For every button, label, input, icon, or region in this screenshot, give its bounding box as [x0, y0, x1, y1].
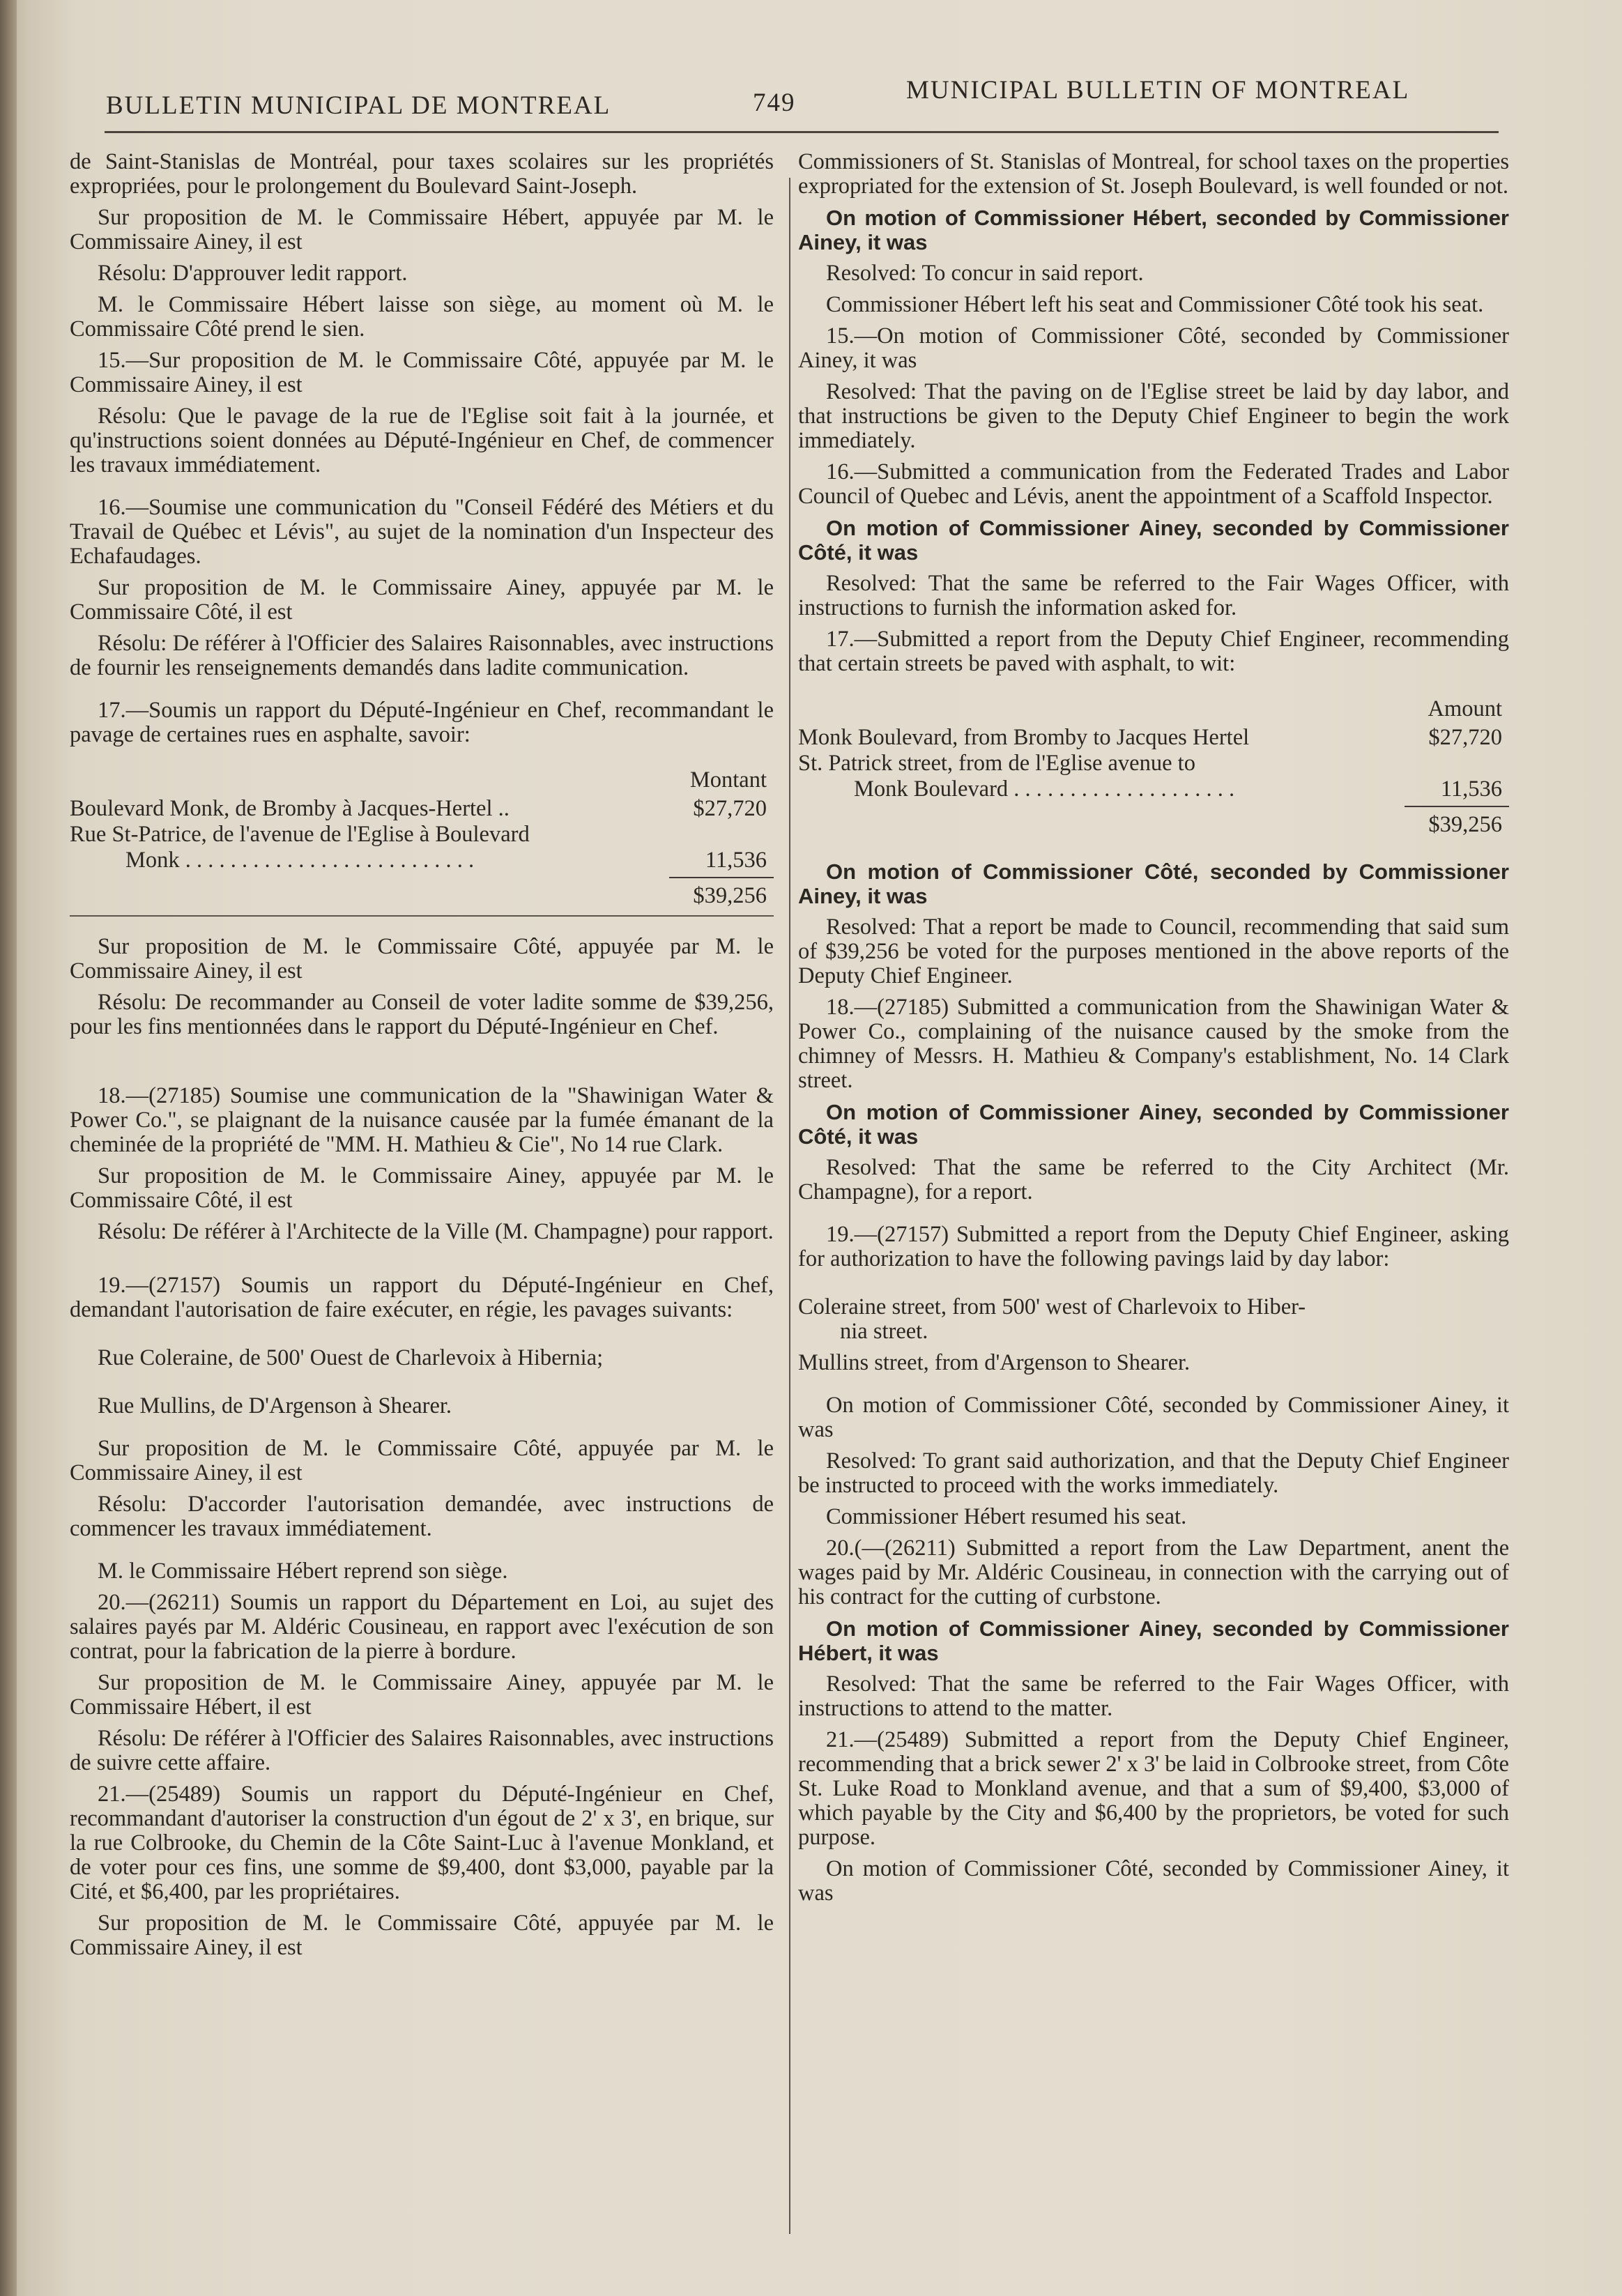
street-line-continued: nia street. [840, 1319, 928, 1344]
english-column [798, 150, 1509, 1913]
street-line: Coleraine street, from 500' west of Charlevoix to Hiber- [798, 1294, 1306, 1319]
paragraph: 18.—(27185) Soumise une communication de la "Shawinigan Water & Power Co.", se plaignant de la nuisance causée par la fumée émanant de la cheminée de la propriété de "MM. H. Mathieu & Cie", No 14 rue Clark. [70, 1083, 774, 1157]
street-item: Mullins street, from d'Argenson to Shearer. [798, 1350, 1191, 1375]
paragraph: M. le Commissaire Hébert reprend son siège. [98, 1559, 508, 1584]
total-rule [669, 877, 774, 878]
paragraph: On motion of Commissioner Hébert, seconded by Commissioner Ainey, it was [798, 206, 1509, 254]
running-header [98, 75, 1499, 120]
amount-row [798, 777, 1509, 802]
paragraph: 19.—(27157) Soumis un rapport du Député-Ingénieur en Chef, demandant l'autorisation de faire exécuter, en régie, les pavages suivants: [70, 1273, 774, 1322]
paragraph: 21.—(25489) Submitted a report from the Deputy Chief Engineer, recommending that a brick sewer 2' x 3' be laid in Colbrooke street, from Côte St. Luke Road to Monkland avenue, and that a sum of $9,400, $3,000 of which payable by the City and $6,400 by the proprietors, be voted for such purpose. [798, 1727, 1509, 1850]
paragraph: Sur proposition de M. le Commissaire Ainey, appuyée par M. le Commissaire Hébert, il est [70, 1670, 774, 1720]
amount-row [798, 726, 1509, 750]
paragraph: Résolu: De référer à l'Architecte de la Ville (M. Champagne) pour rapport. [98, 1219, 774, 1244]
paragraph: Resolved: That the same be referred to the Fair Wages Officer, with instructions to furnish the information asked for. [798, 571, 1509, 620]
column-divider [789, 178, 790, 2234]
paragraph: 18.—(27185) Submitted a communication from the Shawinigan Water & Power Co., complaining of the nuisance caused by the smoke from the chimney of Messrs. H. Mathieu & Company's establishment, No. 14 Clark street. [798, 995, 1509, 1093]
paragraph: Resolved: To grant said authorization, and that the Deputy Chief Engineer be instructed to proceed with the works immediately. [798, 1448, 1509, 1498]
amount-total: $39,256 [1428, 812, 1502, 837]
paragraph: Sur proposition de M. le Commissaire Côté, appuyée par M. le Commissaire Ainey, il est [70, 1911, 774, 1960]
paragraph: 16.—Submitted a communication from the Federated Trades and Labor Council of Quebec and Lévis, anent the appointment of a Scaffold Inspector. [798, 459, 1509, 509]
paragraph: On motion of Commissioner Ainey, seconded by Commissioner Hébert, it was [798, 1616, 1509, 1665]
paragraph: Sur proposition de M. le Commissaire Côté, appuyée par M. le Commissaire Ainey, il est [70, 1436, 774, 1485]
book-spine-shadow [0, 0, 17, 2296]
paragraph: 15.—Sur proposition de M. le Commissaire Côté, appuyée par M. le Commissaire Ainey, il est [70, 348, 774, 397]
header-english-title: MUNICIPAL BULLETIN OF MONTREAL [906, 76, 1410, 105]
street-item: Rue Mullins, de D'Argenson à Shearer. [98, 1393, 452, 1418]
paragraph: On motion of Commissioner Côté, seconded by Commissioner Ainey, it was [798, 859, 1509, 908]
paragraph: Resolved: That the paving on de l'Eglise street be laid by day labor, and that instructions be given to the Deputy Chief Engineer to begin the work immediately. [798, 379, 1509, 453]
paragraph: Résolu: Que le pavage de la rue de l'Eglise soit fait à la journée, et qu'instructions soient données au Député-Ingénieur en Chef, de commencer les travaux immédiatement. [70, 404, 774, 477]
paragraph: Resolved: That the same be referred to the City Architect (Mr. Champagne), for a report. [798, 1155, 1509, 1204]
paragraph: 20.—(26211) Soumis un rapport du Département en Loi, au sujet des salaires payés par M. Aldéric Cousineau, en rapport avec l'exécution de son contrat, pour la fabrication de la pierre à bordure. [70, 1590, 774, 1664]
paragraph: 20.(—(26211) Submitted a report from the Law Department, anent the wages paid by Mr. Aldéric Cousineau, in connection with the carrying out of his contract for the cutting of curbstone. [798, 1536, 1509, 1609]
amount-total: $39,256 [693, 883, 767, 908]
amount-row [70, 822, 774, 847]
amount-value: $27,720 [693, 796, 767, 821]
street-item: Rue Coleraine, de 500' Ouest de Charlevoix à Hibernia; [98, 1345, 604, 1370]
paragraph: Sur proposition de M. le Commissaire Côté, appuyée par M. le Commissaire Ainey, il est [70, 934, 774, 984]
amount-label-continued: Monk Boulevard . . . . . . . . . . . . . . . . . . . . [854, 776, 1235, 802]
header-french-title: BULLETIN MUNICIPAL DE MONTREAL [106, 91, 611, 120]
amount-column-header: Montant [689, 767, 767, 793]
paragraph: Sur proposition de M. le Commissaire Ainey, appuyée par M. le Commissaire Côté, il est [70, 575, 774, 625]
paragraph: Commissioner Hébert resumed his seat. [826, 1504, 1187, 1529]
amount-column-header: Amount [1428, 696, 1502, 721]
paragraph: de Saint-Stanislas de Montréal, pour taxes scolaires sur les propriétés expropriées, pour le prolongement du Boulevard Saint-Joseph. [70, 149, 774, 199]
paragraph: Resolved: That the same be referred to the Fair Wages Officer, with instructions to attend to the matter. [798, 1671, 1509, 1721]
paragraph: On motion of Commissioner Ainey, seconded by Commissioner Côté, it was [798, 1100, 1509, 1149]
paragraph: Résolu: De référer à l'Officier des Salaires Raisonnables, avec instructions de fournir les renseignements demandés dans ladite communication. [70, 631, 774, 680]
paragraph: On motion of Commissioner Ainey, seconded by Commissioner Côté, it was [798, 516, 1509, 565]
amount-row [70, 797, 774, 821]
paragraph: M. le Commissaire Hébert laisse son siège, au moment où M. le Commissaire Côté prend le sien. [70, 292, 774, 342]
section-rule [70, 915, 774, 917]
paragraph: On motion of Commissioner Côté, seconded by Commissioner Ainey, it was [798, 1856, 1509, 1906]
amount-label-continued: Monk . . . . . . . . . . . . . . . . . . . . . . . . . . [125, 848, 475, 873]
paragraph: 17.—Soumis un rapport du Député-Ingénieur en Chef, recommandant le pavage de certaines rues en asphalte, savoir: [70, 698, 774, 747]
paragraph: Résolu: De référer à l'Officier des Salaires Raisonnables, avec instructions de suivre cette affaire. [70, 1726, 774, 1775]
paragraph: Resolved: That a report be made to Council, recommending that said sum of $39,256 be voted for the purposes mentioned in the above reports of the Deputy Chief Engineer. [798, 914, 1509, 988]
amount-value: $27,720 [1428, 725, 1502, 750]
amount-row [70, 848, 774, 873]
amount-label: Rue St-Patrice, de l'avenue de l'Eglise à Boulevard [70, 822, 530, 847]
amount-value: 11,536 [1440, 776, 1502, 802]
paragraph: Sur proposition de M. le Commissaire Ainey, appuyée par M. le Commissaire Côté, il est [70, 1163, 774, 1213]
amount-label: Monk Boulevard, from Bromby to Jacques Hertel [798, 725, 1250, 750]
paragraph: Sur proposition de M. le Commissaire Hébert, appuyée par M. le Commissaire Ainey, il est [70, 205, 774, 254]
amount-row [798, 751, 1509, 776]
paragraph: 21.—(25489) Soumis un rapport du Député-Ingénieur en Chef, recommandant d'autoriser la construction d'un égout de 2' x 3', en brique, sur la rue Colbrooke, du Chemin de la Côte Saint-Luc à l'avenue Monkland, et de voter pour ces fins, une somme de $9,400, dont $3,000, payable par la Cité, et $6,400, par les propriétaires. [70, 1782, 774, 1904]
paragraph: Commissioners of St. Stanislas of Montreal, for school taxes on the properties expropriated for the extension of St. Joseph Boulevard, is well founded or not. [798, 149, 1509, 199]
header-rule [105, 131, 1499, 133]
paragraph: Résolu: D'approuver ledit rapport. [98, 261, 408, 286]
street-item [798, 1295, 1509, 1344]
paragraph: Resolved: To concur in said report. [826, 261, 1144, 286]
paragraph: Résolu: D'accorder l'autorisation demandée, avec instructions de commencer les travaux immédiatement. [70, 1492, 774, 1541]
paragraph: 17.—Submitted a report from the Deputy Chief Engineer, recommending that certain streets be paved with asphalt, to wit: [798, 627, 1509, 676]
french-column [70, 150, 774, 1967]
paragraph: Commissioner Hébert left his seat and Commissioner Côté took his seat. [826, 292, 1484, 317]
total-rule [1405, 806, 1509, 807]
paragraph: On motion of Commissioner Côté, seconded by Commissioner Ainey, it was [798, 1393, 1509, 1442]
paragraph: Résolu: De recommander au Conseil de voter ladite somme de $39,256, pour les fins mentionnées dans le rapport du Député-Ingénieur en Chef. [70, 990, 774, 1039]
amount-value: 11,536 [705, 848, 767, 873]
paragraph: 16.—Soumise une communication du "Conseil Fédéré des Métiers et du Travail de Québec et Lévis", au sujet de la nomination d'un Inspecteur des Echafaudages. [70, 495, 774, 569]
paragraph: 19.—(27157) Submitted a report from the Deputy Chief Engineer, asking for authorization to have the following pavings laid by day labor: [798, 1222, 1509, 1271]
paragraph: 15.—On motion of Commissioner Côté, seconded by Commissioner Ainey, it was [798, 323, 1509, 373]
amount-label: St. Patrick street, from de l'Eglise avenue to [798, 751, 1195, 776]
amount-label: Boulevard Monk, de Bromby à Jacques-Hertel .. [70, 796, 510, 821]
page-number: 749 [753, 89, 796, 117]
